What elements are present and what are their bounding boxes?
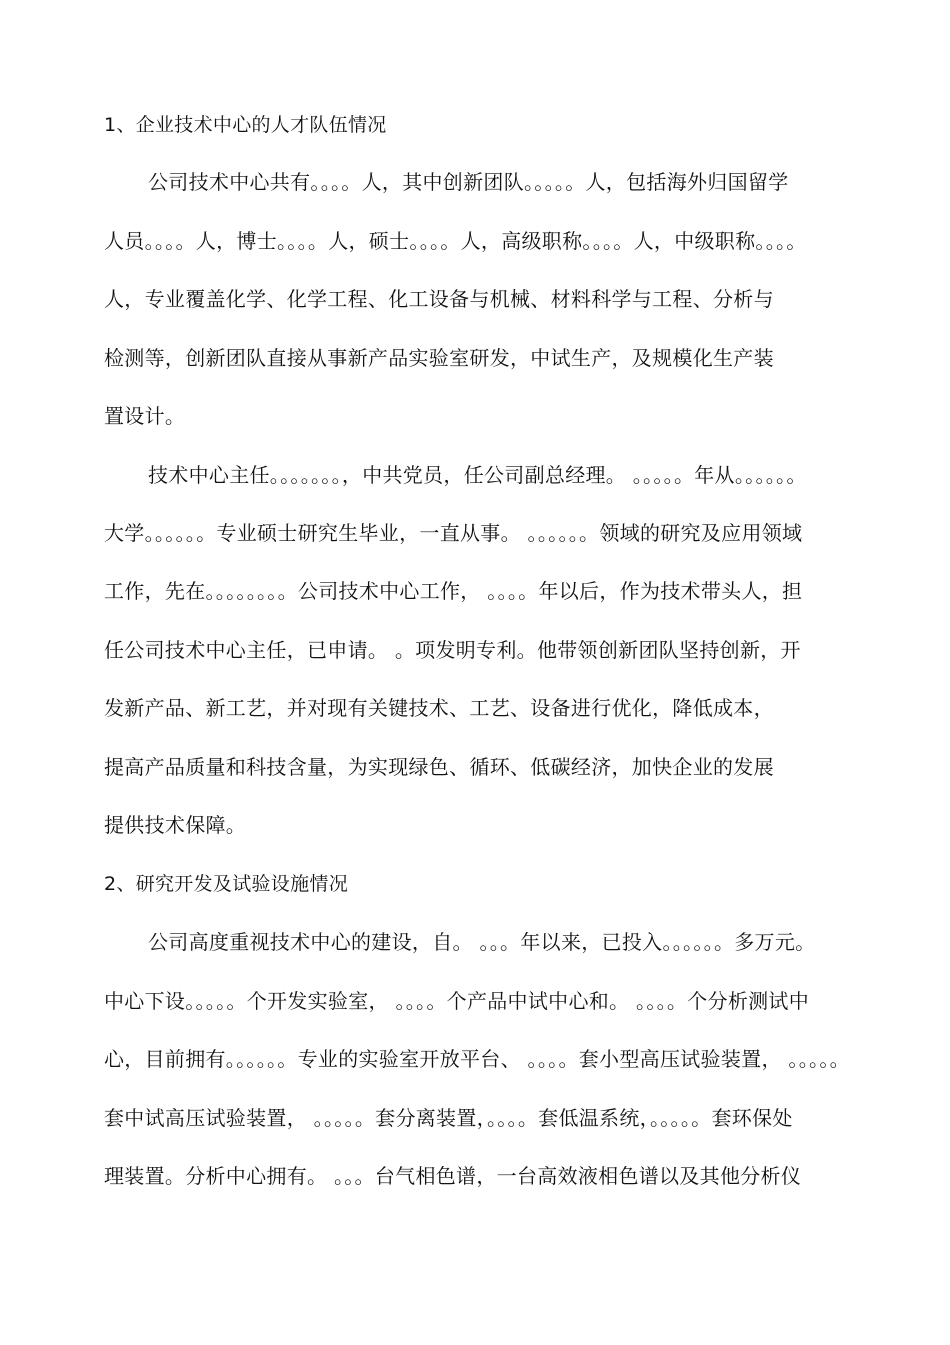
paragraph-line: 大学。。。。。。专业硕士研究生毕业，一直从事。 。。。。。。领域的研究及应用领域 bbox=[104, 521, 803, 545]
paragraph-line: 提高产品质量和科技含量，为实现绿色、循环、低碳经济，加快企业的发展 bbox=[104, 755, 774, 779]
paragraph-line: 人员。。。。人，博士。。。。人，硕士。。。。人，高级职称。。。。人，中级职称。。。。 bbox=[104, 229, 807, 253]
paragraph-line: 人，专业覆盖化学、化学工程、化工设备与机械、材料科学与工程、分析与 bbox=[104, 287, 774, 311]
paragraph-line: 中心下设。。。。。个开发实验室， 。。。。个产品中试中心和。 。。。。个分析测试中 bbox=[104, 989, 810, 1013]
section-2-heading: 2、研究开发及试验设施情况 bbox=[104, 873, 348, 895]
paragraph-line: 发新产品、新工艺，并对现有关键技术、工艺、设备进行优化，降低成本， bbox=[104, 696, 774, 720]
paragraph-line: 理装置。分析中心拥有。 。。。台气相色谱，一台高效液相色谱以及其他分析仪 bbox=[104, 1164, 802, 1188]
paragraph-line: 置设计。 bbox=[104, 404, 186, 428]
section-1-heading: 1、企业技术中心的人才队伍情况 bbox=[104, 114, 387, 136]
paragraph-line: 套中试高压试验装置， 。。。。。套分离装置，。。。。套低温系统，。。。。。套环保处 bbox=[104, 1106, 793, 1130]
paragraph-line: 工作，先在。。。。。。。。公司技术中心工作， 。。。。年以后，作为技术带头人，担 bbox=[104, 579, 803, 603]
paragraph-line: 提供技术保障。 bbox=[104, 813, 247, 837]
paragraph-line: 技术中心主任。。。。。。。，中共党员，任公司副总经理。 。。。。。年从。。。。。。 bbox=[148, 463, 807, 487]
paragraph-line: 公司高度重视技术中心的建设，自。 。。。年以来，已投入。。。。。。多万元。 bbox=[148, 930, 816, 954]
paragraph-line: 公司技术中心共有。。。。人，其中创新团队。。。。。人，包括海外归国留学 bbox=[148, 170, 789, 194]
paragraph-line: 心，目前拥有。。。。。。专业的实验室开放平台、 。。。。套小型高压试验装置， 。。。。。 bbox=[104, 1047, 850, 1071]
paragraph-line: 任公司技术中心主任，已申请。 。项发明专利。他带领创新团队坚持创新，开 bbox=[104, 638, 801, 662]
paragraph-line: 检测等，创新团队直接从事新产品实验室研发，中试生产，及规模化生产装 bbox=[104, 346, 774, 370]
